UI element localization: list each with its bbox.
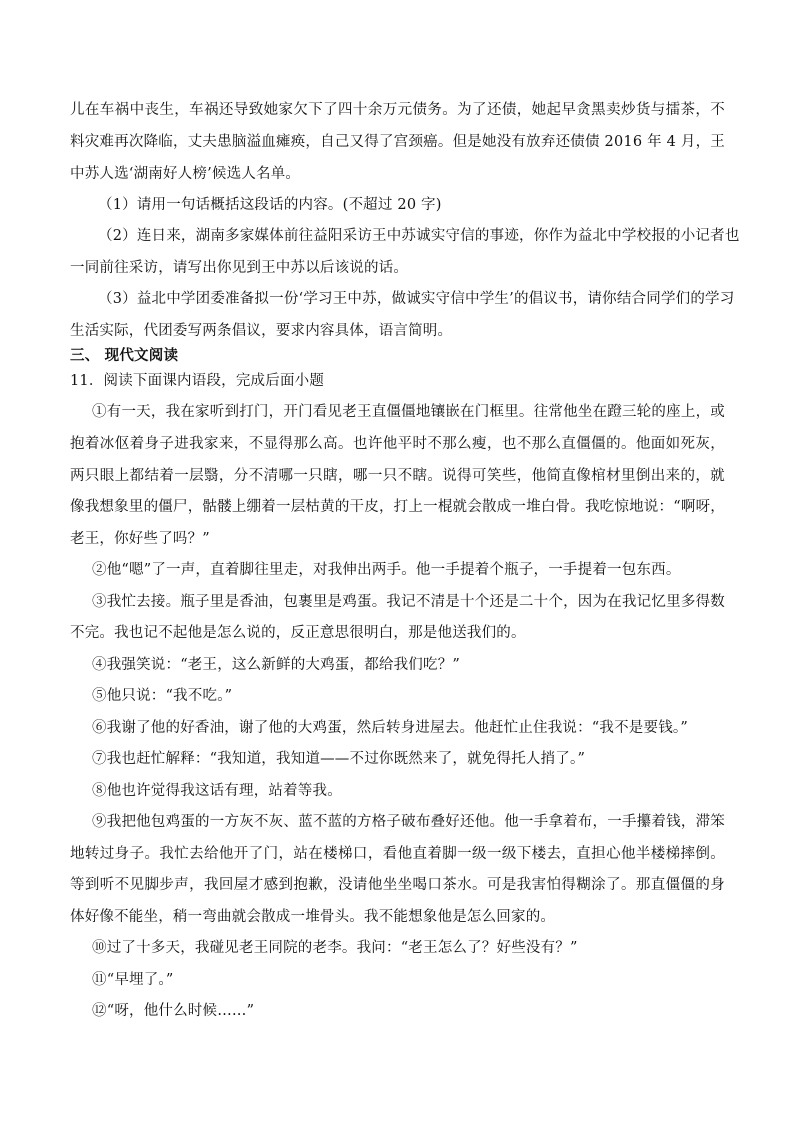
passage-p11: ⑪“早埋了。” (92, 972, 174, 988)
passage-p6: ⑥我谢了他的好香油，谢了他的大鸡蛋，然后转身进屋去。他赶忙止住我说：“我不是要钱。” (92, 720, 688, 736)
intro-line-2: 料灾难再次降临，丈夫患脑溢血瘫痪，自己又得了宫颈癌。但是她没有放弃还债债 2016 年 4 月，王 (70, 134, 725, 150)
passage-p12: ⑫“呀，他什么时候……” (92, 1003, 255, 1019)
question-1: （1）请用一句话概括这段话的内容。(不超过 20 字) (98, 197, 442, 213)
passage-p1-line-4: 像我想象里的僵尸，骷髅上绷着一层枯黄的干皮，打上一棍就会散成一堆白骨。我吃惊地说：“啊呀， (70, 499, 725, 515)
question-3-line-1: （3）益北中学团委准备拟一份‘学习王中苏，做诚实守信中学生’的倡议书，请你结合同学们的学习 (98, 291, 735, 307)
task-instruction: 11．阅读下面课内语段，完成后面小题 (70, 373, 325, 389)
passage-p9-line-4: 体好像不能坐，稍一弯曲就会散成一堆骨头。我不能想象他是怎么回家的。 (70, 909, 556, 925)
passage-p1-line-5: 老王，你好些了吗？” (70, 531, 210, 547)
question-3-line-2: 生活实际，代团委写两条倡议，要求内容具体，语言简明。 (70, 323, 453, 339)
passage-p3-line-1: ③我忙去接。瓶子里是香油，包裹里是鸡蛋。我记不清是十个还是二十个，因为在我记忆里多得数 (92, 594, 725, 610)
passage-p8: ⑧他也许觉得我这话有理，站着等我。 (92, 783, 342, 799)
section-heading: 三、 现代文阅读 (70, 348, 179, 364)
passage-p2: ②他“嗯”了一声，直着脚往里走，对我伸出两手。他一手提着个瓶子，一手提着一包东西。 (92, 562, 681, 578)
passage-p3-line-2: 不完。我也记不起他是怎么说的，反正意思很明白，那是他送我们的。 (70, 625, 526, 641)
passage-p10: ⑩过了十多天，我碰见老王同院的老李。我问：“老王怎么了？好些没有？” (92, 940, 578, 956)
passage-p1-line-2: 抱着冰伛着身子进我家来，不显得那么高。也许他平时不那么瘦，也不那么直僵僵的。他面如死灰， (70, 436, 725, 452)
intro-line-1: 儿在车祸中丧生，车祸还导致她家欠下了四十余万元债务。为了还债，她起早贪黑卖炒货与擂茶，不 (70, 102, 725, 118)
question-2-line-2: 一同前往采访，请写出你见到王中苏以后该说的话。 (70, 260, 409, 276)
passage-p4: ④我强笑说：“老王，这么新鲜的大鸡蛋，都给我们吃？” (92, 657, 461, 673)
intro-line-3: 中苏人选‘湖南好人榜’候选人名单。 (70, 166, 301, 182)
passage-p1-line-1: ①有一天，我在家听到打门，开门看见老王直僵僵地镶嵌在门框里。往常他坐在蹬三轮的座上，或 (92, 404, 725, 420)
passage-p7: ⑦我也赶忙解释：“我知道，我知道——不过你既然来了，就免得托人捎了。” (92, 751, 586, 767)
passage-p9-line-3: 等到听不见脚步声，我回屋才感到抱歉，没请他坐坐喝口茶水。可是我害怕得糊涂了。那直僵僵的身 (70, 877, 725, 893)
passage-p9-line-2: 地转过身子。我忙去给他开了门，站在楼梯口，看他直着脚一级一级下楼去，直担心他半楼梯摔倒。 (70, 846, 725, 862)
passage-p5: ⑤他只说：“我不吃。” (92, 688, 233, 704)
question-2-line-1: （2）连日来，湖南多家媒体前往益阳采访王中苏诚实守信的事迹，你作为益北中学校报的小记者也 (98, 228, 740, 244)
passage-p1-line-3: 两只眼上都结着一层翳，分不清哪一只瞎，哪一只不瞎。说得可笑些，他简直像棺材里倒出来的，就 (70, 468, 725, 484)
passage-p9-line-1: ⑨我把他包鸡蛋的一方灰不灰、蓝不蓝的方格子破布叠好还他。他一手拿着布，一手攥着钱，滞笨 (92, 814, 725, 830)
